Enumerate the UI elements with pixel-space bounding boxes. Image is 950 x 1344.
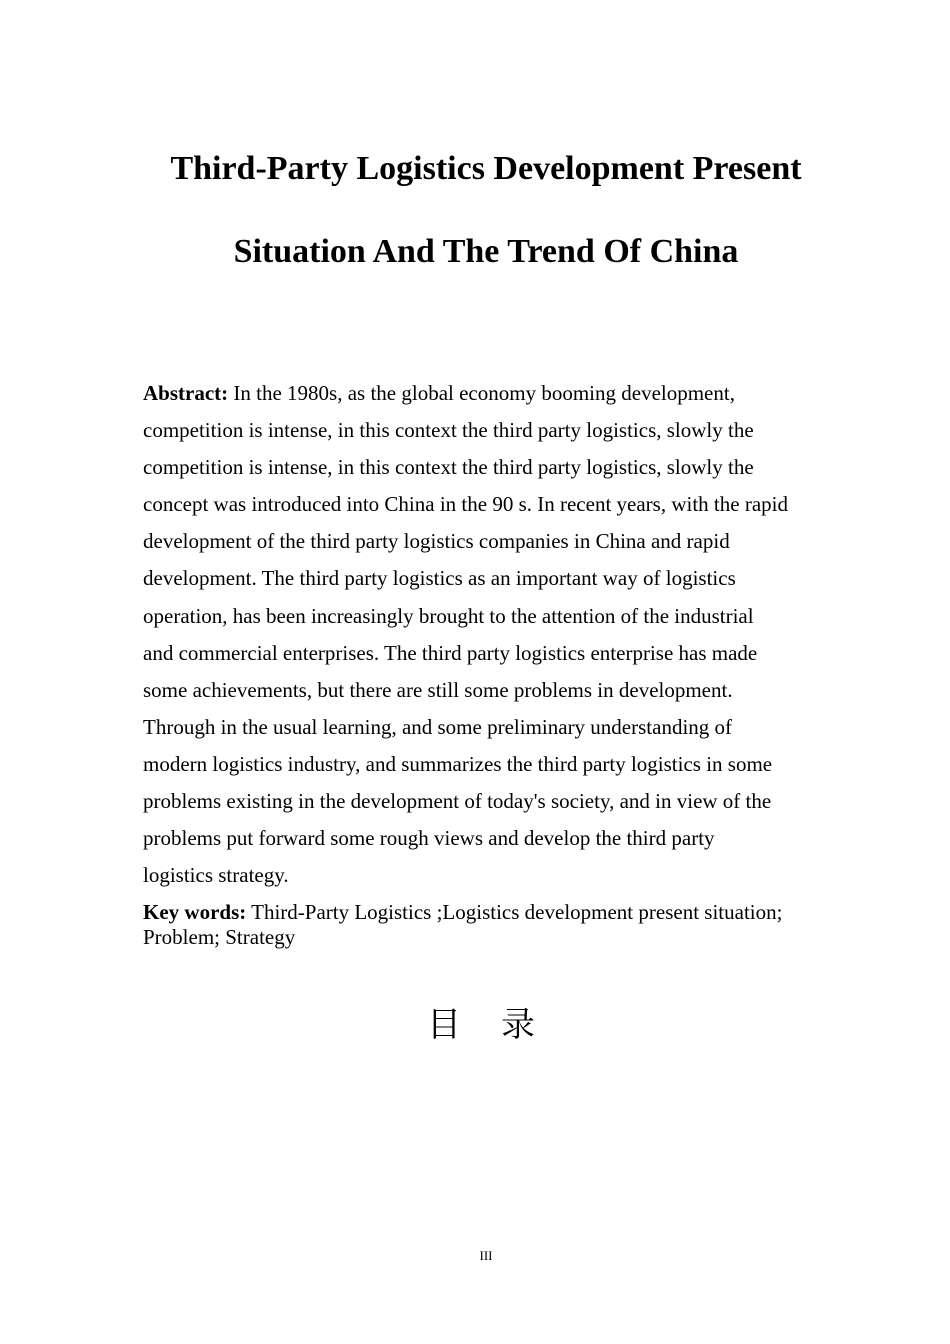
keywords-text: Third-Party Logistics ;Logistics development present situation; — [246, 900, 783, 924]
keywords-line — [143, 900, 843, 925]
abstract-line: problems existing in the development of today's society, and in view of the — [143, 789, 772, 814]
title-line-2: Situation And The Trend Of China — [233, 233, 739, 270]
abstract-line: concept was introduced into China in the 90 s. In recent years, with the rapid — [143, 492, 788, 517]
abstract-line: competition is intense, in this context the third party logistics, slowly the — [143, 455, 754, 480]
abstract-line: development of the third party logistics companies in China and rapid — [143, 529, 730, 554]
abstract-line: development. The third party logistics as an important way of logistics — [143, 566, 736, 591]
abstract-line: operation, has been increasingly brought to the attention of the industrial — [143, 603, 754, 628]
abstract-line: and commercial enterprises. The third party logistics enterprise has made — [143, 640, 758, 665]
abstract-line: competition is intense, in this context the third party logistics, slowly the — [143, 418, 754, 443]
title-line-1: Third-Party Logistics Development Present — [170, 150, 802, 187]
abstract-label: Abstract: — [143, 381, 229, 405]
abstract-line: modern logistics industry, and summarizes the third party logistics in some — [143, 751, 773, 776]
abstract-line: problems put forward some rough views and develop the third party — [143, 826, 715, 851]
table-of-contents-heading — [0, 1004, 950, 1046]
abstract-line: Through in the usual learning, and some preliminary understanding of — [143, 714, 733, 739]
abstract-text: In the 1980s, as the global economy booming development, — [228, 381, 735, 405]
keywords-label: Key words: — [143, 900, 247, 924]
toc-heading-char-1: 目 — [427, 1005, 461, 1045]
toc-heading-char-2: 录 — [501, 1005, 535, 1045]
abstract-line — [143, 375, 843, 412]
keywords-line: Problem; Strategy — [143, 925, 296, 949]
abstract-line: logistics strategy. — [143, 863, 289, 888]
keywords-section — [143, 900, 843, 950]
abstract-section — [143, 375, 843, 894]
page-number: III — [479, 1248, 493, 1263]
abstract-line: some achievements, but there are still some problems in development. — [143, 677, 733, 702]
